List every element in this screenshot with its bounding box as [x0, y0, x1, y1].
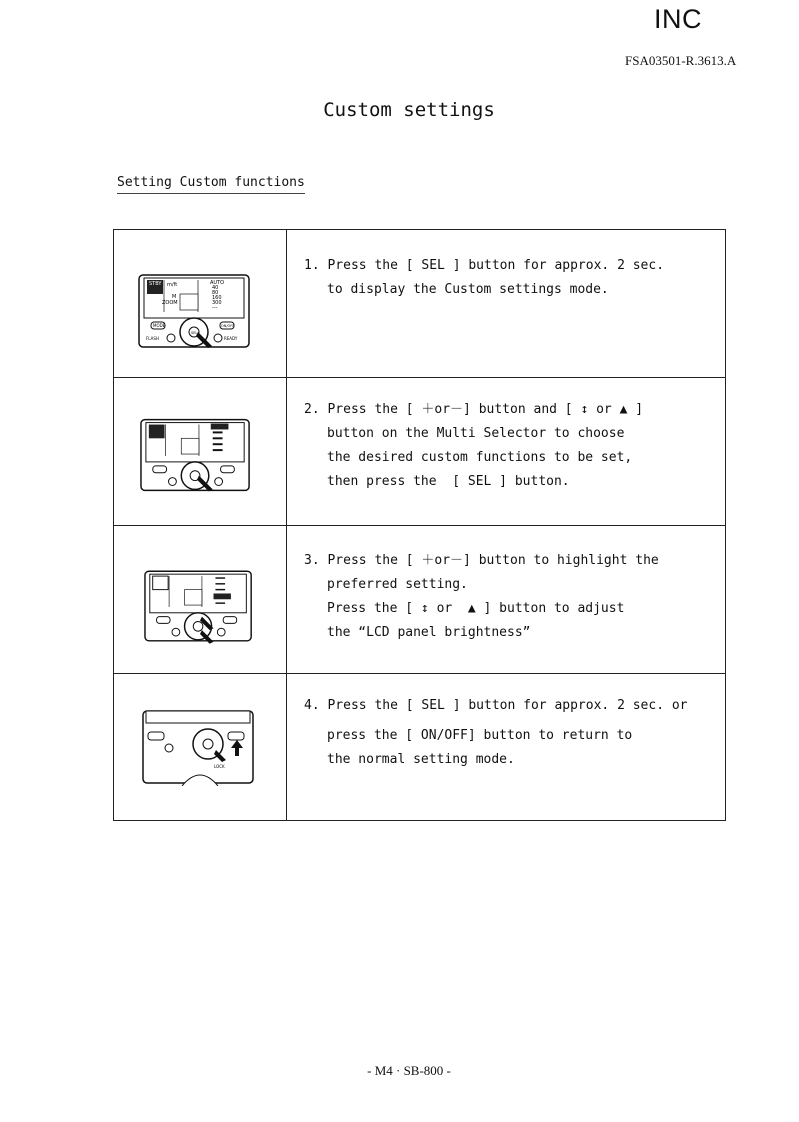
step-row: [114, 674, 726, 821]
mft-label: m/ft: [167, 282, 178, 288]
step-text-line: to display the Custom settings mode.: [327, 282, 609, 297]
value-label: ---: [212, 305, 218, 311]
flash-panel-illustration: [140, 418, 254, 494]
page-footer: - M4 · SB-800 -: [367, 1063, 451, 1078]
step-illustration-cell: [114, 674, 287, 821]
flash-panel-illustration: [144, 570, 256, 644]
mode-label: MODE: [153, 323, 166, 328]
m-label: M: [172, 294, 177, 300]
step-text-line: 3. Press the [ ＋or－] button to highlight the: [304, 553, 659, 568]
flash-label: FLASH: [146, 336, 159, 341]
step-text-line: the desired custom functions to be set,: [327, 450, 633, 465]
page-title: Custom settings: [323, 99, 495, 121]
stby-label: STBY: [149, 281, 162, 287]
step-text-line: preferred setting.: [327, 577, 468, 592]
step-row: [114, 230, 726, 378]
step-illustration-cell: [114, 526, 287, 674]
ready-label: READY: [224, 336, 238, 341]
step-text-line: 4. Press the [ SEL ] button for approx. 2 sec. or: [304, 698, 688, 713]
step-text-line: the “LCD panel brightness”: [327, 625, 531, 640]
step-text-cell: [287, 230, 726, 378]
value-label: 40: [212, 285, 219, 291]
value-label: AUTO: [210, 280, 225, 286]
zoom-label: ZOOM: [162, 300, 178, 306]
step-text-line: 1. Press the [ SEL ] button for approx. 2 sec.: [304, 258, 665, 273]
steps-table: [113, 229, 726, 821]
sel-label: SEL: [191, 331, 198, 335]
onoff-label: ON/OFF: [221, 324, 235, 328]
step-text-line: then press the [ SEL ] button.: [327, 474, 570, 489]
section-heading: Setting Custom functions: [117, 175, 305, 194]
lock-label: LOCK: [214, 764, 225, 769]
step-illustration-cell: [114, 230, 287, 378]
step-text-cell: [287, 378, 726, 526]
step-row: [114, 526, 726, 674]
step-text-line: press the [ ON/OFF] button to return to: [327, 728, 633, 743]
step-text-line: the normal setting mode.: [327, 752, 515, 767]
value-label: 160: [212, 295, 222, 301]
step-text-line: Press the [ ↕ or ▲ ] button to adjust: [327, 601, 625, 616]
step-row: [114, 378, 726, 526]
flash-panel-illustration: [138, 274, 254, 350]
step-illustration-cell: [114, 378, 287, 526]
step-text-cell: [287, 674, 726, 821]
step-text-line: 2. Press the [ ＋or－] button and [ ↕ or ▲ ]: [304, 402, 644, 417]
step-text-cell: [287, 526, 726, 674]
step-text-line: button on the Multi Selector to choose: [327, 426, 625, 441]
value-label: 80: [212, 290, 219, 296]
company-name: INC: [654, 4, 702, 34]
document-code: FSA03501-R.3613.A: [625, 53, 737, 68]
flash-panel-illustration: [142, 710, 258, 786]
value-label: 300: [212, 300, 222, 306]
